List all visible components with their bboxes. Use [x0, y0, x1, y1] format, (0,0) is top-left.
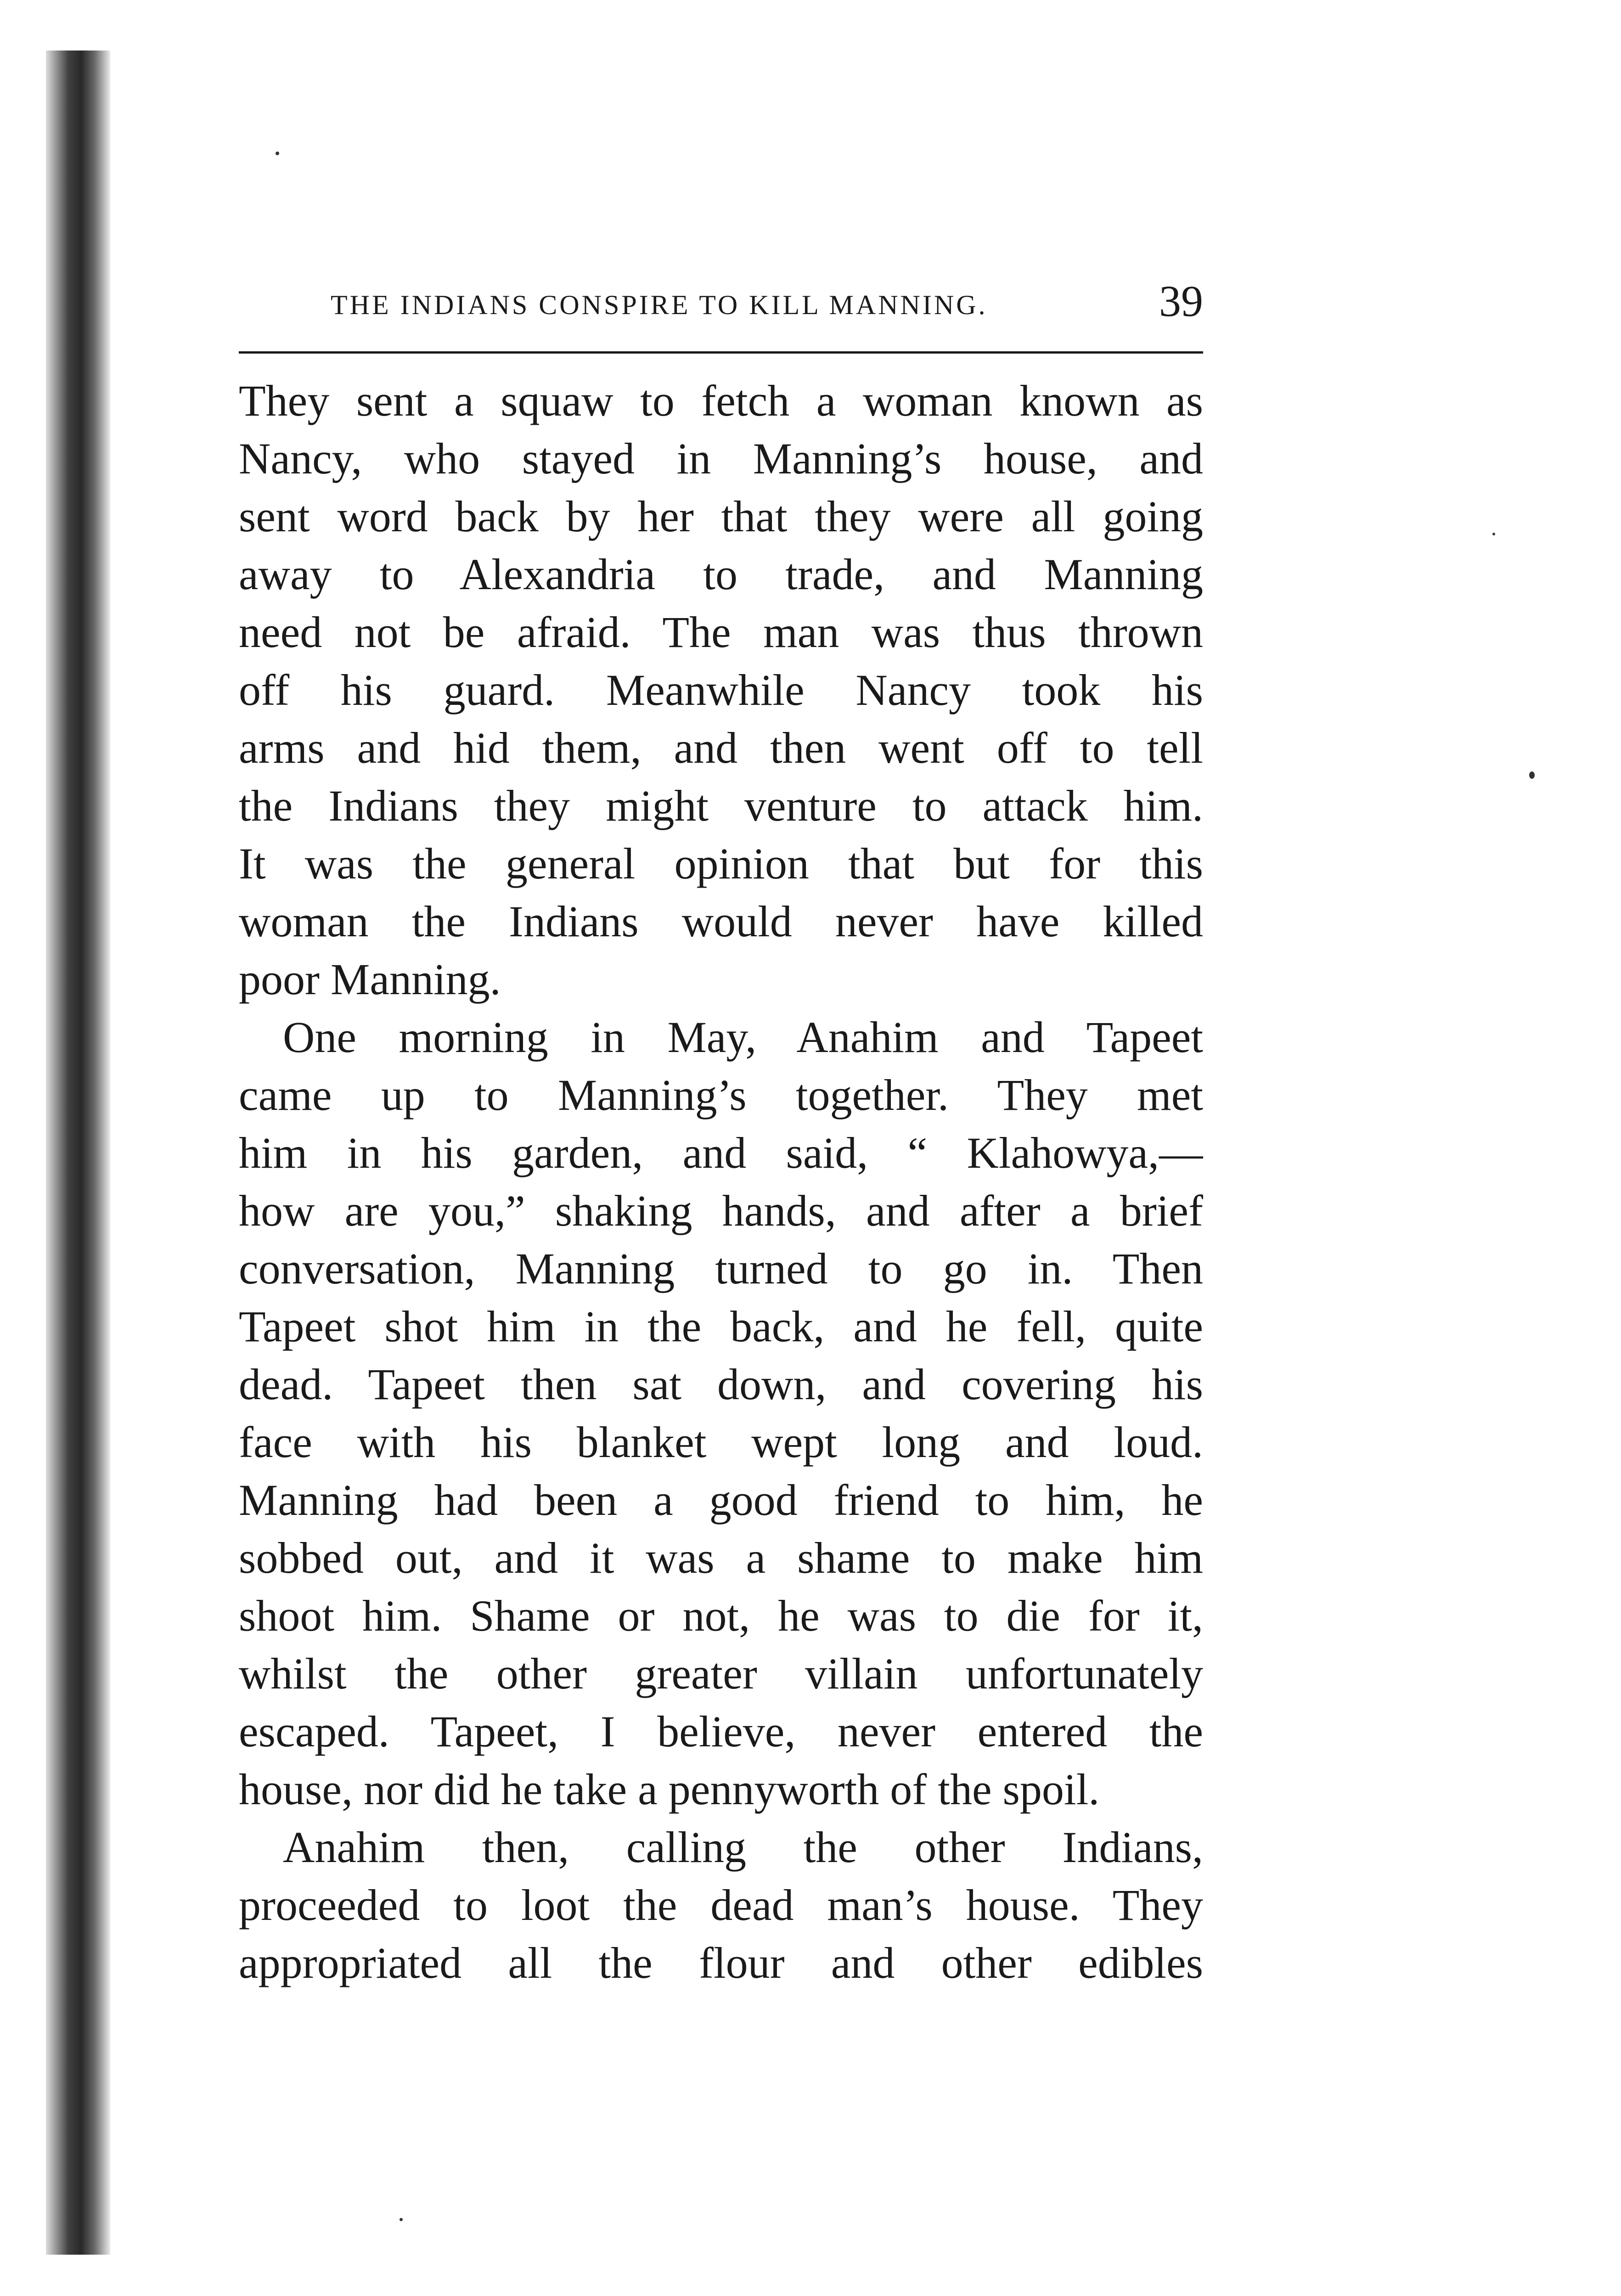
speck [400, 2218, 403, 2221]
text-line: sent word back by her that they were all going [239, 492, 1203, 541]
text-line: face with his blanket wept long and loud. [239, 1418, 1203, 1467]
text-line: proceeded to loot the dead man’s house. They [239, 1880, 1203, 1930]
text-line: the Indians they might venture to attack him. [239, 781, 1203, 830]
speck [276, 152, 279, 155]
paragraph-3 [239, 1818, 1203, 1992]
text-line: dead. Tapeet then sat down, and covering his [239, 1360, 1203, 1409]
header-rule [239, 351, 1203, 354]
page-number: 39 [1159, 276, 1203, 326]
text-line: off his guard. Meanwhile Nancy took his [239, 665, 1203, 715]
text-line: appropriated all the flour and other edibles [239, 1938, 1203, 1987]
text-line: arms and hid them, and then went off to tell [239, 723, 1203, 772]
text-line: him in his garden, and said, “ Klahowya,— [239, 1128, 1203, 1177]
text-line: woman the Indians would never have killed [239, 897, 1203, 946]
text-line: shoot him. Shame or not, he was to die for it, [239, 1591, 1203, 1640]
text-line: They sent a squaw to fetch a woman known as [239, 376, 1203, 425]
text-line: One morning in May, Anahim and Tapeet [283, 1013, 1203, 1062]
running-head-title: THE INDIANS CONSPIRE TO KILL MANNING. [331, 290, 988, 320]
text-line: whilst the other greater villain unfortunately [239, 1649, 1203, 1698]
paragraph-1 [239, 372, 1203, 1008]
page [239, 276, 1203, 1992]
speck [1492, 533, 1495, 535]
running-head [239, 276, 1203, 331]
text-line: need not be afraid. The man was thus thrown [239, 608, 1203, 657]
text-line: Anahim then, calling the other Indians, [283, 1823, 1203, 1872]
text-line: house, nor did he take a pennyworth of the spoil. [239, 1765, 1100, 1814]
text-line: came up to Manning’s together. They met [239, 1070, 1203, 1120]
text-line: away to Alexandria to trade, and Manning [239, 550, 1203, 599]
text-line: poor Manning. [239, 955, 501, 1004]
text-line: sobbed out, and it was a shame to make him [239, 1533, 1203, 1582]
text-line: It was the general opinion that but for this [239, 839, 1203, 888]
text-line: conversation, Manning turned to go in. Then [239, 1244, 1203, 1293]
body-text [239, 372, 1203, 1992]
paragraph-2 [239, 1008, 1203, 1818]
text-line: how are you,” shaking hands, and after a brief [239, 1186, 1203, 1235]
text-line: Tapeet shot him in the back, and he fell, quite [239, 1302, 1203, 1351]
speck [1529, 771, 1535, 779]
binding-edge [46, 51, 110, 2255]
text-line: Nancy, who stayed in Manning’s house, and [239, 434, 1203, 483]
text-line: Manning had been a good friend to him, he [239, 1475, 1203, 1525]
text-line: escaped. Tapeet, I believe, never entered the [239, 1707, 1203, 1756]
